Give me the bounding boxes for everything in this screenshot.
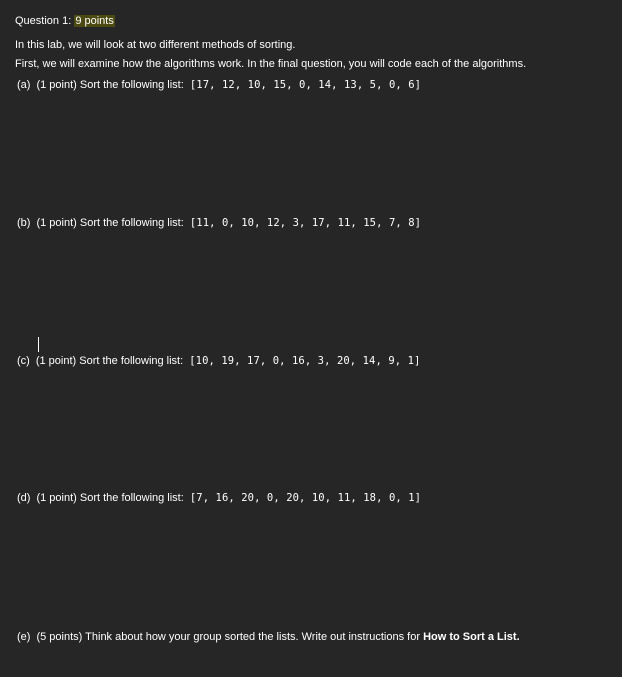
question-heading: [15, 14, 115, 28]
part-e: [17, 630, 520, 644]
part-e-emphasis: How to Sort a List.: [423, 631, 520, 643]
intro-line-2: First, we will examine how the algorithms work. In the final question, you will code each of the algorithms.: [15, 58, 527, 70]
part-b-letter: (b): [17, 217, 31, 229]
text-cursor[interactable]: [38, 337, 39, 352]
part-b-list: [11, 0, 10, 12, 3, 17, 11, 15, 7, 8]: [189, 217, 422, 229]
intro-line-1: In this lab, we will look at two different methods of sorting.: [15, 39, 296, 51]
part-a-prompt: (1 point) Sort the following list:: [36, 79, 184, 91]
part-c-prompt: (1 point) Sort the following list:: [35, 355, 184, 367]
part-b: [17, 216, 421, 230]
part-d-prompt: (1 point) Sort the following list:: [36, 492, 184, 504]
question-points-badge: 9 points: [75, 15, 114, 27]
part-a-list: [17, 12, 10, 15, 0, 14, 13, 5, 0, 6]: [189, 79, 422, 91]
part-c-letter: (c): [17, 355, 30, 367]
part-c-list: [10, 19, 17, 0, 16, 3, 20, 14, 9, 1]: [189, 355, 421, 367]
part-a: [17, 78, 421, 92]
question-title: Question 1:: [15, 15, 72, 27]
part-d-letter: (d): [17, 492, 31, 504]
part-e-prompt: (5 points) Think about how your group sorted the lists. Write out instructions for: [36, 631, 421, 643]
part-d-list: [7, 16, 20, 0, 20, 10, 11, 18, 0, 1]: [189, 492, 422, 504]
part-e-letter: (e): [17, 631, 31, 643]
part-d: [17, 491, 421, 505]
part-c: [17, 354, 420, 368]
part-b-prompt: (1 point) Sort the following list:: [36, 217, 184, 229]
part-a-letter: (a): [17, 79, 31, 91]
